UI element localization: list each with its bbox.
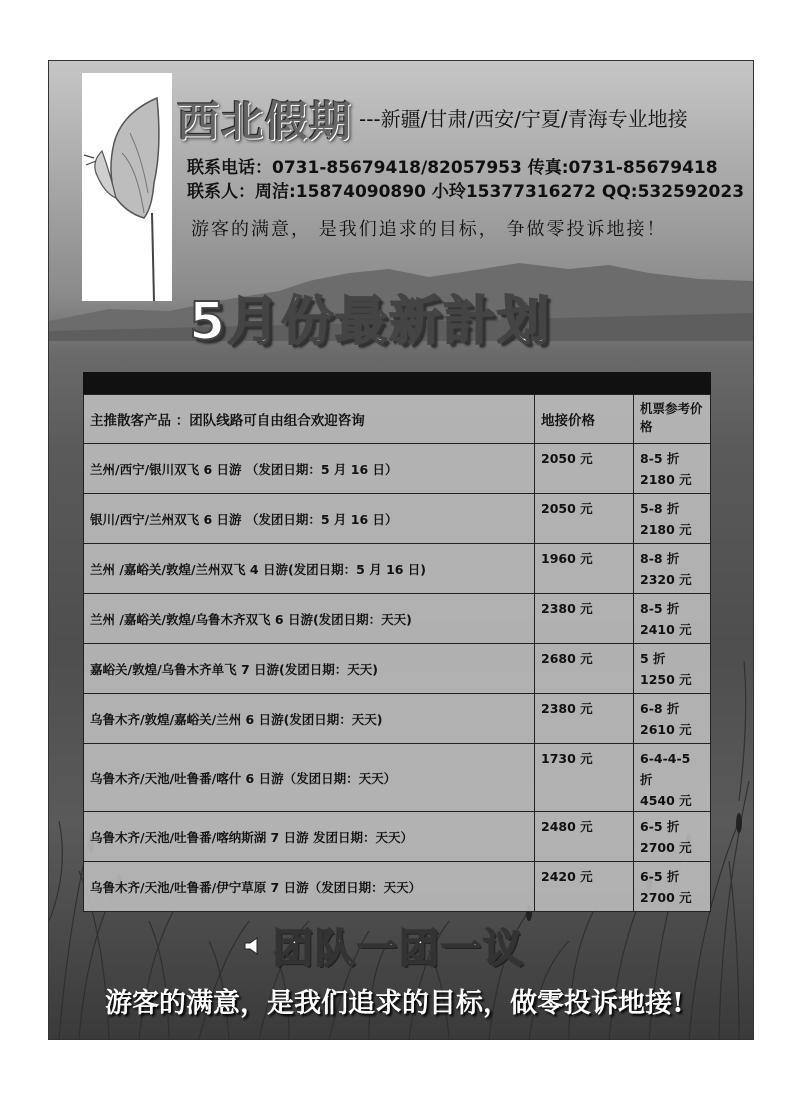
table-row [84,644,711,694]
air-ticket-cell [634,812,711,862]
local-price-cell: 2050 元 [535,494,634,544]
brand-tagline: ---新疆/甘肃/西安/宁夏/青海专业地接 [359,107,688,131]
local-price-cell: 2680 元 [535,644,634,694]
local-price-cell: 2380 元 [535,594,634,644]
headline: 5月份最新計划 [189,292,552,352]
air-ticket-cell [634,862,711,912]
header-product: 主推散客产品 ：团队线路可自由组合欢迎咨询 [84,395,535,444]
route-cell: 乌鲁木齐/天池/吐鲁番/喀什 6 日游（发团日期：天天） [84,744,535,812]
air-ticket-cell [634,494,711,544]
team-slogan: 团队一团一议 [273,926,525,972]
footer-motto: 游客的满意，是我们追求的目标，做零投诉地接! [105,988,684,1019]
local-price-cell: 1960 元 [535,544,634,594]
ticket-discount: 6-4-4-5 折 [640,751,691,787]
table-row [84,694,711,744]
tour-plans-table [83,394,711,912]
air-ticket-cell [634,694,711,744]
ticket-price: 4540 元 [640,793,692,808]
ticket-discount: 5 折 [640,651,666,666]
air-ticket-cell [634,444,711,494]
travel-poster [48,60,754,1040]
table-row [84,444,711,494]
local-price-cell: 1730 元 [535,744,634,812]
brand-name: 西北假期 [177,97,354,146]
contact-people: 联系人：周洁:15874090890 小玲15377316272 QQ:532592023 [187,182,745,202]
route-cell: 乌鲁木齐/天池/吐鲁番/喀纳斯湖 7 日游 发团日期：天天） [84,812,535,862]
ticket-price: 2320 元 [640,572,692,587]
butterfly-leaf-logo [82,73,172,301]
local-price-cell: 2050 元 [535,444,634,494]
ticket-price: 2700 元 [640,840,692,855]
ticket-discount: 6-5 折 [640,819,680,834]
ticket-price: 2610 元 [640,722,692,737]
air-ticket-cell [634,744,711,812]
local-price-cell: 2480 元 [535,812,634,862]
table-row [84,594,711,644]
route-cell: 兰州 /嘉峪关/敦煌/兰州双飞 4 日游(发团日期：5 月 16 日) [84,544,535,594]
air-ticket-cell [634,644,711,694]
header-local-price: 地接价格 [535,395,634,444]
ticket-discount: 6-5 折 [640,869,680,884]
table-row [84,812,711,862]
ticket-discount: 5-8 折 [640,501,680,516]
ticket-price: 2180 元 [640,472,692,487]
brand-motto: 游客的满意， 是我们追求的目标， 争做零投诉地接！ [191,219,667,240]
route-cell: 银川/西宁/兰州双飞 6 日游 （发团日期：5 月 16 日） [84,494,535,544]
ticket-price: 1250 元 [640,672,692,687]
ticket-price: 2700 元 [640,890,692,905]
route-cell: 嘉峪关/敦煌/乌鲁木齐单飞 7 日游(发团日期：天天) [84,644,535,694]
ticket-discount: 8-5 折 [640,451,680,466]
ticket-discount: 6-8 折 [640,701,680,716]
table-header-row [84,395,711,444]
route-cell: 乌鲁木齐/敦煌/嘉峪关/兰州 6 日游(发团日期：天天) [84,694,535,744]
table-row [84,744,711,812]
table-header-bar [83,372,711,394]
team-ad [243,917,525,974]
ticket-price: 2410 元 [640,622,692,637]
logo-panel [82,73,172,301]
ticket-price: 2180 元 [640,522,692,537]
contact-phone: 联系电话：0731-85679418/82057953 传真:0731-85679418 [187,158,718,178]
table-row [84,544,711,594]
route-cell: 兰州 /嘉峪关/敦煌/乌鲁木齐双飞 6 日游(发团日期：天天) [84,594,535,644]
route-cell: 兰州/西宁/银川双飞 6 日游 （发团日期：5 月 16 日） [84,444,535,494]
ticket-discount: 8-5 折 [640,601,680,616]
air-ticket-cell [634,544,711,594]
table-row [84,494,711,544]
local-price-cell: 2420 元 [535,862,634,912]
air-ticket-cell [634,594,711,644]
ticket-discount: 8-8 折 [640,551,680,566]
route-cell: 乌鲁木齐/天池/吐鲁番/伊宁草原 7 日游（发团日期：天天） [84,862,535,912]
local-price-cell: 2380 元 [535,694,634,744]
table-row [84,862,711,912]
speaker-icon [243,936,261,956]
header-air-ticket: 机票参考价格 [634,395,711,444]
